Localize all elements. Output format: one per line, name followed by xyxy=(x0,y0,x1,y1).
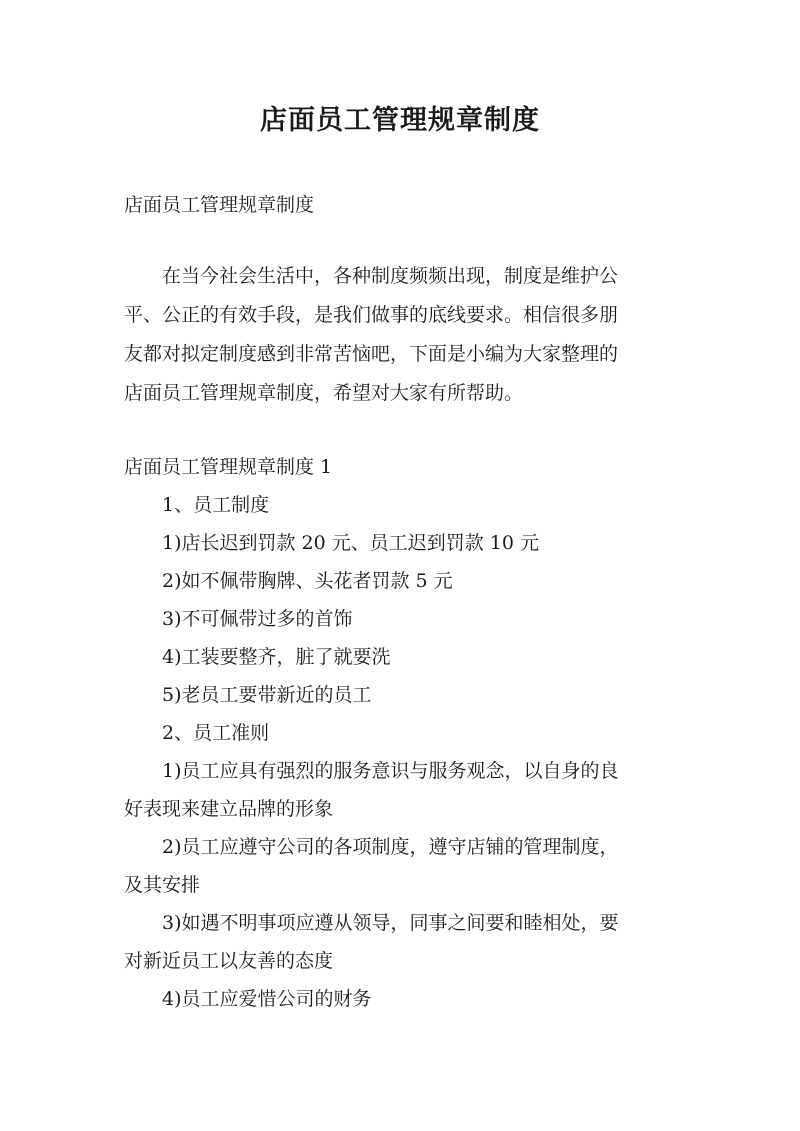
document-title: 店面员工管理规章制度 xyxy=(260,105,540,136)
list-item: 4)工装要整齐，脏了就要洗 xyxy=(162,646,391,668)
list-item: 2)员工应遵守公司的各项制度，遵守店铺的管理制度， xyxy=(162,836,619,858)
list-item: 3)不可佩带过多的首饰 xyxy=(162,608,353,630)
list-item: 2)如不佩带胸牌、头花者罚款 5 元 xyxy=(162,570,453,592)
part-heading: 2、员工准则 xyxy=(162,722,270,744)
document-subtitle: 店面员工管理规章制度 xyxy=(124,194,315,216)
list-item: 5)老员工要带新近的员工 xyxy=(162,684,372,706)
list-item-continuation: 对新近员工以友善的态度 xyxy=(124,950,334,972)
list-item: 1)员工应具有强烈的服务意识与服务观念，以自身的良 xyxy=(162,760,619,782)
list-item-continuation: 及其安排 xyxy=(124,874,201,896)
intro-line: 在当今社会生活中，各种制度频频出现，制度是维护公 xyxy=(162,265,619,287)
part-heading: 1、员工制度 xyxy=(162,494,270,516)
intro-line: 友都对拟定制度感到非常苦恼吧，下面是小编为大家整理的 xyxy=(124,343,619,365)
intro-line: 店面员工管理规章制度，希望对大家有所帮助。 xyxy=(124,382,524,404)
list-item: 1)店长迟到罚款 20 元、员工迟到罚款 10 元 xyxy=(162,532,540,554)
list-item-continuation: 好表现来建立品牌的形象 xyxy=(124,798,334,820)
intro-line: 平、公正的有效手段，是我们做事的底线要求。相信很多朋 xyxy=(124,304,619,326)
section-heading: 店面员工管理规章制度 1 xyxy=(124,456,333,478)
list-item: 3)如遇不明事项应遵从领导，同事之间要和睦相处，要 xyxy=(162,912,619,934)
list-item: 4)员工应爱惜公司的财务 xyxy=(162,988,372,1010)
